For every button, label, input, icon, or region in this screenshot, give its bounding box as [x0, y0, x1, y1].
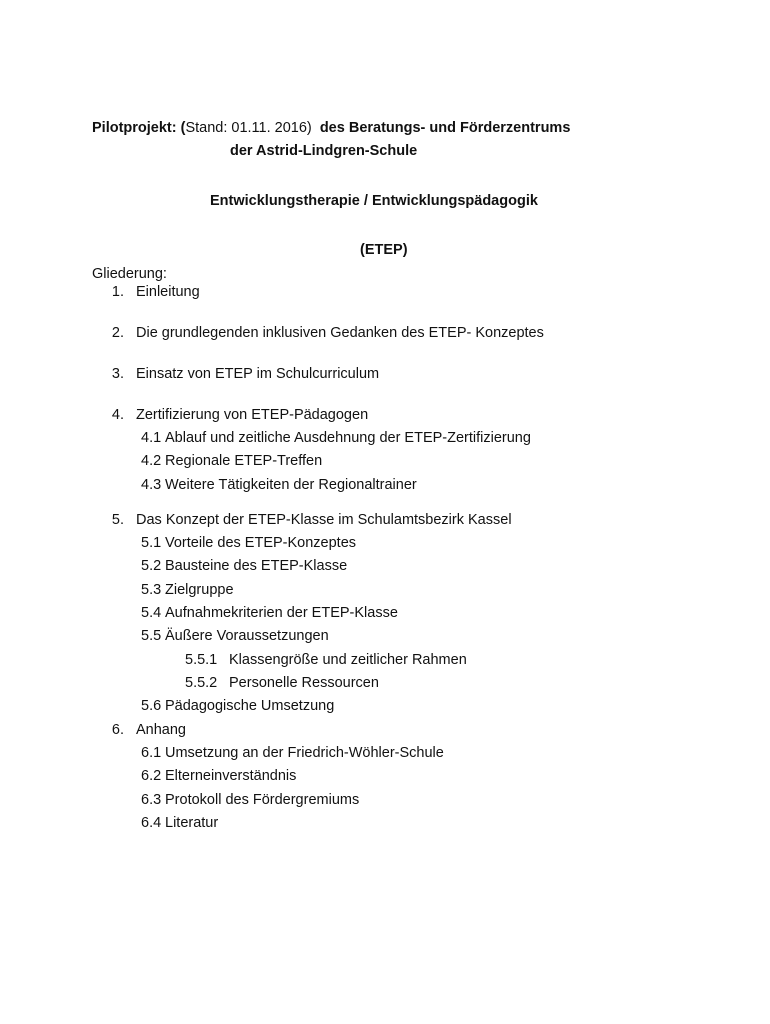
outline-item-text: Umsetzung an der Friedrich-Wöhler-Schule	[165, 745, 444, 761]
outline-item-text: Regionale ETEP-Treffen	[165, 453, 323, 469]
outline-item-text: Zielgruppe	[165, 582, 234, 598]
outline-item-number: 5.2	[141, 558, 162, 574]
outline-item-number: 6.2	[141, 768, 162, 784]
outline-label: Gliederung:	[92, 266, 167, 282]
outline-item-number: 5.	[111, 512, 124, 528]
outline-item-text: Literatur	[165, 815, 219, 831]
outline-item	[100, 406, 368, 424]
outline-item-number: 5.3	[141, 582, 162, 598]
outline-item-number: 6.	[111, 722, 124, 738]
outline-item	[100, 365, 379, 383]
outline-item-text: Ablauf und zeitliche Ausdehnung der ETEP-Zertifizierung	[165, 430, 531, 446]
outline-subsubitem	[185, 674, 379, 692]
outline-item-number: 6.1	[141, 745, 162, 761]
title-stand-date: Stand: 01.11. 2016)	[185, 120, 312, 136]
outline-item-text: Elterneinverständnis	[165, 768, 297, 784]
outline-subitem	[141, 429, 531, 447]
outline-subitem	[141, 534, 356, 552]
outline-subitem	[141, 767, 296, 785]
outline-item-number: 6.4	[141, 815, 162, 831]
title-bold-end: des Beratungs- und Förderzentrums	[319, 120, 571, 136]
outline-item-number: 2.	[111, 325, 124, 341]
outline-item-number: 4.3	[141, 477, 162, 493]
outline-item	[100, 283, 200, 301]
outline-item-text: Personelle Ressourcen	[229, 675, 379, 691]
outline-item-text: Zertifizierung von ETEP-Pädagogen	[136, 407, 369, 423]
outline-item-number: 4.2	[141, 453, 162, 469]
title-bold-start: Pilotprojekt: (	[92, 120, 186, 136]
outline-item-number: 5.6	[141, 698, 162, 714]
outline-subitem	[141, 557, 347, 575]
outline-subitem	[141, 604, 398, 622]
outline-item-number: 5.5.1	[185, 652, 218, 668]
outline-subitem	[141, 452, 322, 470]
outline-subitem	[141, 791, 359, 809]
outline-item-text: Pädagogische Umsetzung	[165, 698, 335, 714]
outline-item-number: 5.5	[141, 628, 162, 644]
outline-subitem	[141, 814, 218, 832]
outline-subitem	[141, 581, 234, 599]
outline-subitem	[141, 744, 444, 762]
outline-item-text: Einsatz von ETEP im Schulcurriculum	[136, 366, 380, 382]
outline-item-number: 5.5.2	[185, 675, 218, 691]
outline-item-number: 5.1	[141, 535, 162, 551]
outline-item	[100, 721, 186, 739]
outline-item-text: Klassengröße und zeitlicher Rahmen	[229, 652, 467, 668]
outline-item-text: Anhang	[136, 722, 186, 738]
outline-item-text: Äußere Voraussetzungen	[165, 628, 329, 644]
outline-subitem	[141, 476, 417, 494]
outline-item-number: 6.3	[141, 792, 162, 808]
outline-item-text: Die grundlegenden inklusiven Gedanken des ETEP- Konzeptes	[136, 325, 544, 341]
outline-item-number: 3.	[111, 366, 124, 382]
outline-item-number: 5.4	[141, 605, 162, 621]
outline-subitem	[141, 627, 329, 645]
outline-item-text: Bausteine des ETEP-Klasse	[165, 558, 348, 574]
outline-subsubitem	[185, 651, 467, 669]
document-title	[92, 119, 570, 137]
outline-item	[100, 324, 544, 342]
outline-subitem	[141, 697, 334, 715]
outline-item-text: Das Konzept der ETEP-Klasse im Schulamtsbezirk Kassel	[136, 512, 512, 528]
outline-item	[100, 511, 512, 529]
outline-item-number: 4.	[111, 407, 124, 423]
outline-item-text: Weitere Tätigkeiten der Regionaltrainer	[165, 477, 417, 493]
document-acronym: (ETEP)	[360, 242, 408, 258]
document-title-line2: der Astrid-Lindgren-Schule	[230, 143, 418, 159]
outline-item-number: 4.1	[141, 430, 162, 446]
outline-item-text: Einleitung	[136, 284, 200, 300]
outline-item-text: Vorteile des ETEP-Konzeptes	[165, 535, 357, 551]
outline-item-text: Aufnahmekriterien der ETEP-Klasse	[165, 605, 398, 621]
document-subtitle: Entwicklungstherapie / Entwicklungspädagogik	[210, 193, 538, 209]
outline-item-text: Protokoll des Fördergremiums	[165, 792, 360, 808]
outline-item-number: 1.	[111, 284, 124, 300]
